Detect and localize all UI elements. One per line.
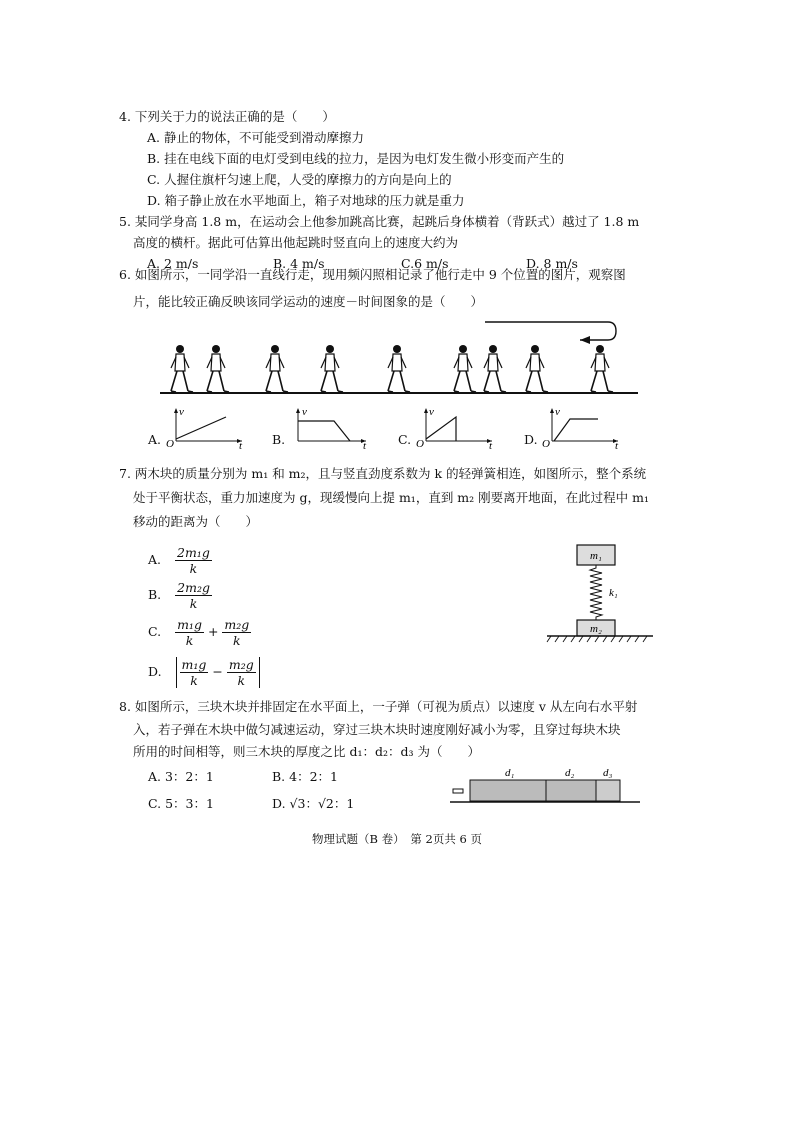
q8-line2: 入，若子弹在木块中做匀减速运动，穿过三块木块时速度刚好减小为零，且穿过每块木块 xyxy=(133,722,621,737)
q8-option-a: A. 3：2：1 xyxy=(148,769,214,784)
axis-t-label: t xyxy=(363,440,367,451)
spring xyxy=(590,565,602,620)
block-m1-label: m₁ xyxy=(590,550,602,562)
vt-graph-d xyxy=(542,405,624,451)
origin-label: O xyxy=(166,438,174,450)
bullet-blocks-figure xyxy=(450,762,645,810)
q6-walking-figure xyxy=(160,315,640,397)
q5-line1: 5. 某同学身高 1.8 m，在运动会上他参加跳高比赛，起跳后身体横着（背跃式）越过了 1.8 m xyxy=(119,214,640,229)
block-m2-label: m₂ xyxy=(590,623,602,635)
q7-option-d: D. $\frac{\text{m₁g}}{k}$ − $\frac{\text{m₂g}}{k}$ xyxy=(148,657,260,688)
q6-option-a-label: A. xyxy=(148,432,162,447)
axis-v-label: v xyxy=(302,406,307,418)
walker-figure xyxy=(388,345,410,392)
page-footer: 物理试题（B 卷） 第 2页共 6 页 xyxy=(312,832,482,846)
block-d1 xyxy=(470,780,546,801)
q8-line3: 所用的时间相等，则三木块的厚度之比 d₁：d₂：d₃ 为（ ） xyxy=(133,744,480,759)
axis-v-label: v xyxy=(429,406,434,418)
q8-option-b: B. 4：2：1 xyxy=(272,769,338,784)
walker-figure xyxy=(591,345,613,392)
q4-option-d: D. 箱子静止放在水平地面上，箱子对地球的压力就是重力 xyxy=(147,193,465,208)
label-d1: d₁ xyxy=(505,767,515,779)
axis-t-label: t xyxy=(489,440,493,451)
q4-option-c: C. 人握住旗杆匀速上爬，人受的摩擦力的方向是向上的 xyxy=(147,172,452,187)
block-d3 xyxy=(596,780,620,801)
axis-t-label: t xyxy=(615,440,619,451)
vt-graph-b xyxy=(290,405,372,451)
q5-option-b: B. 4 m/s xyxy=(273,256,325,271)
walker-figure xyxy=(484,345,506,392)
q7-option-b: B. $\frac{\text{2m₂g}}{k}$ xyxy=(148,580,210,611)
walker-figure xyxy=(266,345,288,392)
q8-line1: 8. 如图所示，三块木块并排固定在水平面上，一子弹（可视为质点）以速度 v 从左向右水平射 xyxy=(119,699,638,714)
axis-v-label: v xyxy=(179,406,184,418)
label-d3: d₃ xyxy=(603,767,613,779)
block-d2 xyxy=(546,780,596,801)
ground-hatching xyxy=(547,636,647,642)
q7-line3: 移动的距离为（ ） xyxy=(133,514,259,529)
graph-d-curve xyxy=(554,419,598,441)
q8-option-c: C. 5：3：1 xyxy=(148,796,214,811)
walker-figure xyxy=(207,345,229,392)
q5-option-c: C.6 m/s xyxy=(401,256,449,271)
q7-line1: 7. 两木块的质量分别为 m₁ 和 m₂，且与竖直劲度系数为 k 的轻弹簧相连，如图所示，整个系统 xyxy=(119,466,647,481)
abs-value-bars: $\frac{\text{m₁g}}{k}$ − $\frac{\text{m₂g}}{k}$ xyxy=(176,657,260,688)
q6-line1: 6. 如图所示，一同学沿一直线行走，现用频闪照相记录了他行走中 9 个位置的图片，观察图 xyxy=(119,267,626,282)
q5-option-a: A. 2 m/s xyxy=(147,256,199,271)
q6-line2: 片，能比较正确反映该同学运动的速度－时间图象的是（ ） xyxy=(133,294,484,309)
graph-b-curve xyxy=(298,421,350,441)
axis-t-label: t xyxy=(239,440,243,451)
origin-label: O xyxy=(416,438,424,450)
graph-c-curve xyxy=(426,417,456,441)
walker-figure xyxy=(454,345,476,392)
q8-option-d: D. √3：√2：1 xyxy=(272,796,355,811)
bullet xyxy=(453,789,463,793)
graph-a-curve xyxy=(176,417,226,439)
walker-figure xyxy=(321,345,343,392)
q6-option-c-label: C. xyxy=(398,432,412,447)
q7-option-a: A. $\frac{\text{2m₁g}}{k}$ xyxy=(148,545,210,576)
origin-label: O xyxy=(542,438,550,450)
q7-line2: 处于平衡状态，重力加速度为 g，现缓慢向上提 m₁，直到 m₂ 刚要离开地面，在此过程中 m₁ xyxy=(133,490,649,505)
q7-option-c: C. $\frac{\text{m₁g}}{k}$ + $\frac{\text{m₂g}}{k}$ xyxy=(148,617,250,648)
q4-stem: 4. 下列关于力的说法正确的是（ ） xyxy=(119,109,335,124)
vt-graph-c xyxy=(416,405,498,451)
walker-figure xyxy=(171,345,193,392)
q4-option-a: A. 静止的物体，不可能受到滑动摩擦力 xyxy=(147,130,364,145)
label-d2: d₂ xyxy=(565,767,575,779)
q6-option-d-label: D. xyxy=(524,432,538,447)
spring-blocks-figure xyxy=(545,540,655,646)
q5-line2: 高度的横杆。据此可估算出他起跳时竖直向上的速度大约为 xyxy=(133,235,459,250)
axis-v-label: v xyxy=(555,406,560,418)
walker-figure xyxy=(526,345,548,392)
vt-graph-a xyxy=(166,405,248,451)
direction-arrow xyxy=(485,322,616,340)
walker-group xyxy=(171,345,613,392)
q4-option-b: B. 挂在电线下面的电灯受到电线的拉力，是因为电灯发生微小形变而产生的 xyxy=(147,151,565,166)
spring-label: k₁ xyxy=(609,587,618,599)
q6-option-b-label: B. xyxy=(272,432,286,447)
arrow-head xyxy=(580,336,590,344)
q5-option-d: D. 8 m/s xyxy=(526,256,578,271)
